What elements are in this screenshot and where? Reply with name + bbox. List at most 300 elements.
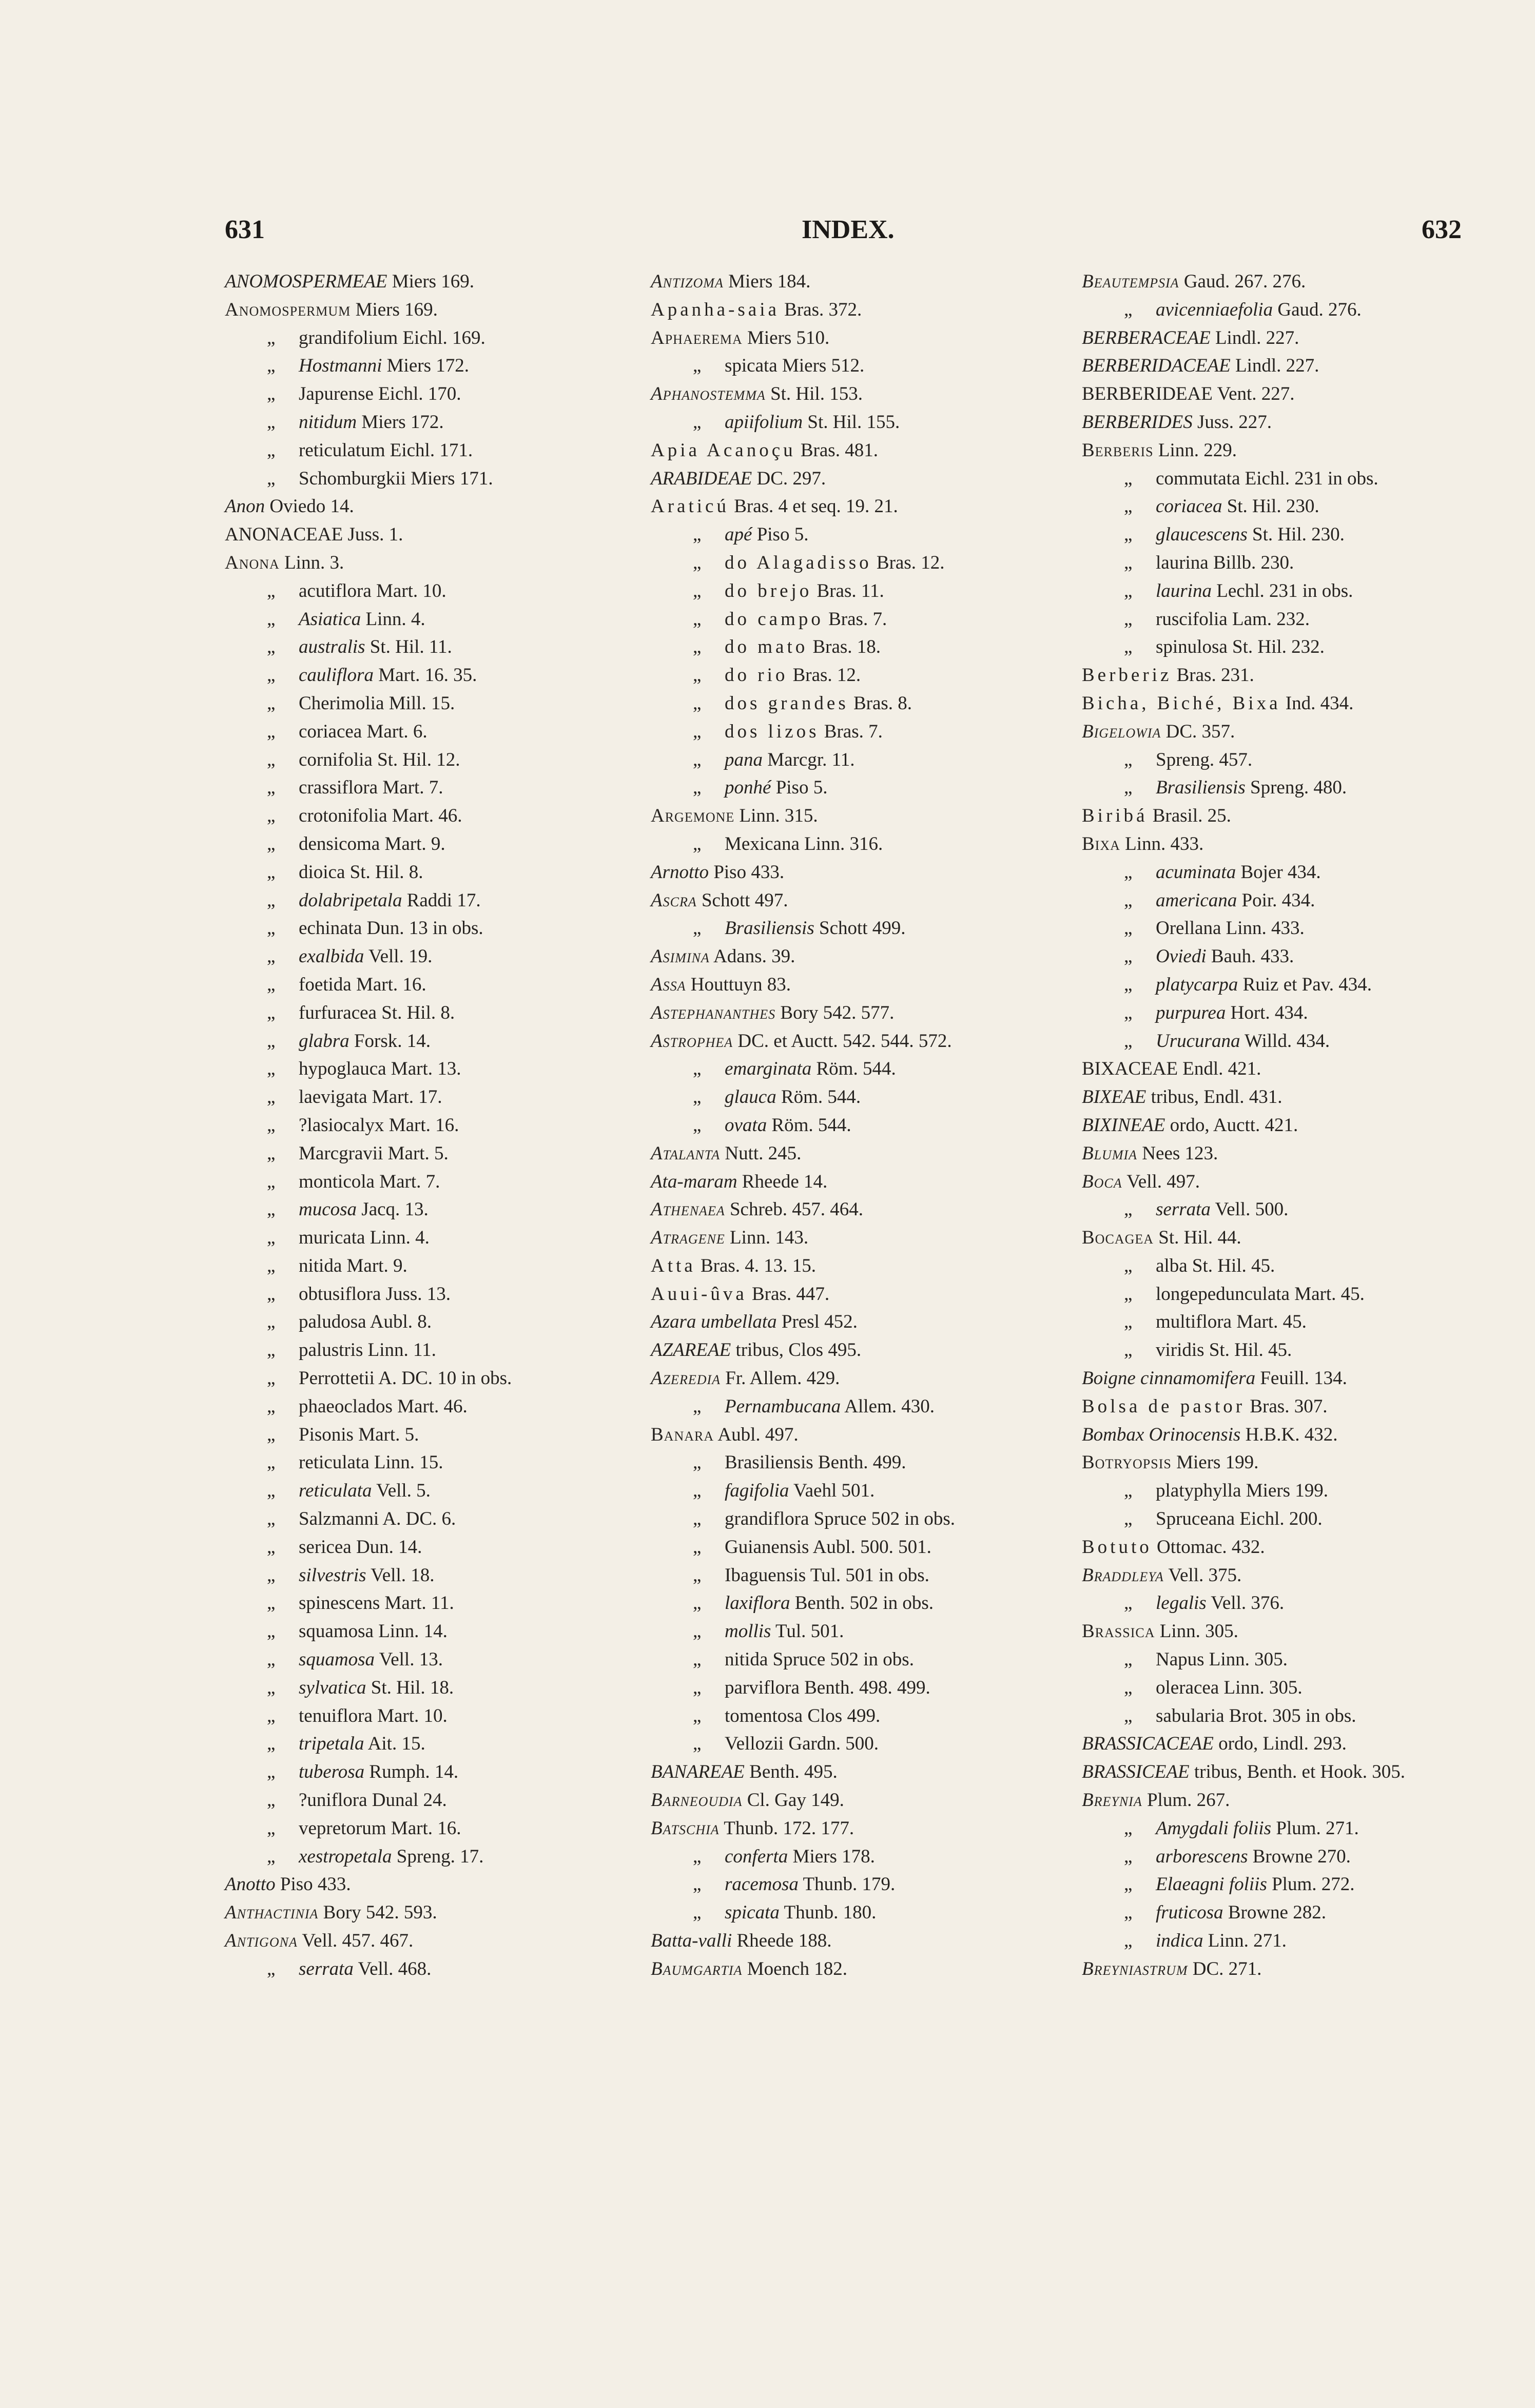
index-entry <box>1082 1589 1503 1618</box>
ditto-mark: „ <box>267 974 276 995</box>
index-entry <box>225 493 635 521</box>
ditto-mark: „ <box>1124 1283 1133 1305</box>
entry-name: Azeredia <box>651 1368 721 1389</box>
index-entry <box>651 493 1072 521</box>
index-entry <box>651 1224 1072 1252</box>
entry-name: Boca <box>1082 1171 1122 1192</box>
ditto-mark: „ <box>693 749 702 770</box>
ditto-mark: „ <box>1124 1255 1133 1276</box>
entry-name: ANONACEAE <box>225 524 343 546</box>
index-entry <box>225 830 635 859</box>
ditto-mark: „ <box>267 580 276 601</box>
entry-name: Boigne cinnamomifera <box>1082 1368 1256 1389</box>
ditto-mark: „ <box>267 1452 276 1473</box>
index-entry <box>651 690 1072 718</box>
entry-name: Antizoma <box>651 271 724 292</box>
entry-name: Vellozii <box>725 1733 784 1755</box>
entry-name: Argemone <box>651 805 735 827</box>
entry-name: densicoma <box>299 833 380 855</box>
index-entry <box>1082 1786 1503 1815</box>
index-column-3 <box>1082 268 1503 1984</box>
entry-name: acuminata <box>1156 861 1236 883</box>
entry-reference: Lechl. 231 in obs. <box>1211 580 1353 601</box>
index-entry <box>225 718 635 746</box>
ditto-mark: „ <box>1124 1930 1133 1952</box>
index-entry <box>225 1477 635 1505</box>
ditto-mark: „ <box>267 946 276 967</box>
index-entry <box>651 1196 1072 1224</box>
entry-reference: Vell. 13. <box>375 1649 443 1671</box>
entry-name: sylvatica <box>299 1677 366 1698</box>
index-entry <box>225 352 635 380</box>
index-entry <box>1082 662 1503 690</box>
entry-reference: Mart. 16. 35. <box>373 665 477 686</box>
index-entry <box>651 606 1072 634</box>
entry-reference: Röm. 544. <box>776 1086 861 1108</box>
entry-reference: A. DC. 10 in obs. <box>374 1368 512 1389</box>
ditto-mark: „ <box>267 1086 276 1108</box>
entry-name: squamosa <box>299 1649 375 1671</box>
ditto-mark: „ <box>267 1846 276 1867</box>
entry-reference: Mart. 46. <box>387 805 462 827</box>
ditto-mark: „ <box>1124 1339 1133 1361</box>
ditto-mark: „ <box>693 1677 702 1698</box>
entry-reference: H.B.K. 432. <box>1240 1424 1338 1445</box>
entry-reference: Bras. 231. <box>1172 665 1254 686</box>
entry-name: dolabripetala <box>299 889 402 911</box>
entry-reference: Mart. 13. <box>386 1058 461 1080</box>
ditto-mark: „ <box>693 1536 702 1558</box>
entry-reference: Gaud. 276. <box>1273 299 1362 320</box>
entry-reference: Lindl. 227. <box>1210 327 1299 348</box>
entry-name: Brasiliensis <box>1156 777 1246 799</box>
ditto-mark: „ <box>1124 1677 1133 1698</box>
index-entry <box>1082 1365 1503 1393</box>
entry-name: Atalanta <box>651 1142 721 1164</box>
ditto-mark: „ <box>267 1255 276 1276</box>
entry-name: Salzmanni <box>299 1508 379 1530</box>
ditto-mark: „ <box>693 552 702 573</box>
entry-name: reticulata <box>299 1452 370 1473</box>
entry-name: squamosa <box>299 1621 374 1642</box>
index-entry <box>225 1336 635 1365</box>
entry-name: laevigata <box>299 1086 367 1108</box>
entry-name: BERBERIDEAE <box>1082 383 1213 405</box>
index-entry <box>651 1702 1072 1731</box>
ditto-mark: „ <box>693 1480 702 1502</box>
entry-name: Spreng. <box>1156 749 1215 770</box>
entry-name: sericea <box>299 1536 352 1558</box>
entry-reference: Mart. 6. <box>362 721 428 742</box>
entry-reference: Miers 172. <box>382 355 469 377</box>
index-entry <box>1082 1843 1503 1871</box>
entry-reference: Mart. 7. <box>374 1171 440 1192</box>
entry-name: do brejo <box>725 580 812 601</box>
index-entry <box>651 943 1072 971</box>
entry-name: Japurense <box>299 383 374 405</box>
entry-name: palustris <box>299 1339 363 1361</box>
entry-name: coriacea <box>299 721 362 742</box>
index-entry <box>651 1027 1072 1056</box>
entry-name: Brassica <box>1082 1621 1155 1642</box>
ditto-mark: „ <box>1124 636 1133 658</box>
ditto-mark: „ <box>1124 974 1133 995</box>
entry-name: laxiflora <box>725 1593 790 1614</box>
ditto-mark: „ <box>267 1790 276 1811</box>
entry-name: Ascra <box>651 889 697 911</box>
index-entry <box>651 1927 1072 1955</box>
entry-name: foetida <box>299 974 352 995</box>
index-entry <box>651 718 1072 746</box>
index-entry <box>1082 690 1503 718</box>
index-entry <box>651 1168 1072 1196</box>
entry-reference: Vell. 457. 467. <box>297 1930 414 1952</box>
index-entry <box>651 999 1072 1027</box>
entry-reference: DC. 297. <box>752 468 826 489</box>
index-entry <box>225 577 635 606</box>
ditto-mark: „ <box>1124 749 1133 770</box>
index-entry <box>225 1393 635 1421</box>
entry-name: Asiatica <box>299 608 361 630</box>
index-entry <box>1082 943 1503 971</box>
entry-reference: Dun. 14. <box>351 1536 422 1558</box>
ditto-mark: „ <box>267 1733 276 1755</box>
entry-name: platyphylla <box>1156 1480 1241 1502</box>
entry-reference: Benth. 495. <box>744 1761 838 1783</box>
ditto-mark: „ <box>1124 1593 1133 1614</box>
entry-reference: Piso 5. <box>752 524 809 546</box>
entry-reference: Linn. 315. <box>734 805 818 827</box>
ditto-mark: „ <box>693 692 702 714</box>
entry-reference: ordo, Auctt. 421. <box>1165 1114 1298 1136</box>
index-entry <box>225 802 635 830</box>
entry-reference: Piso 5. <box>771 777 828 799</box>
entry-reference: Miers 169. <box>387 271 475 292</box>
index-entry <box>651 859 1072 887</box>
entry-reference: Rheede 14. <box>737 1171 828 1192</box>
entry-reference: St. Hil. 230. <box>1247 524 1345 546</box>
index-entry <box>651 465 1072 493</box>
entry-reference: Piso 433. <box>275 1874 351 1895</box>
entry-reference: Bras. 7. <box>819 721 883 742</box>
entry-reference: Vell. 19. <box>364 946 433 967</box>
entry-reference: Bras. 18. <box>808 636 881 658</box>
entry-reference: Bojer 434. <box>1236 861 1321 883</box>
ditto-mark: „ <box>267 861 276 883</box>
entry-reference: Benth. 499. <box>813 1452 906 1473</box>
entry-reference: Spruce 502 in obs. <box>768 1649 914 1671</box>
entry-name: ponhé <box>725 777 771 799</box>
entry-reference: Thunb. 180. <box>779 1902 877 1924</box>
entry-name: Anon <box>225 496 265 517</box>
index-entry <box>225 465 635 493</box>
entry-name: longepedunculata <box>1156 1283 1290 1305</box>
entry-reference: Bauh. 433. <box>1206 946 1294 967</box>
entry-reference: Mart. 9. <box>342 1255 407 1276</box>
entry-reference: Linn. 14. <box>373 1621 448 1642</box>
entry-name: paludosa <box>299 1311 366 1333</box>
index-entry <box>225 1140 635 1168</box>
entry-name: Pisonis <box>299 1424 354 1445</box>
index-entry <box>651 1505 1072 1533</box>
ditto-mark: „ <box>267 1480 276 1502</box>
entry-name: commutata <box>1156 468 1240 489</box>
entry-reference: St. Hil. 8. <box>345 861 423 883</box>
entry-name: reticulata <box>299 1480 372 1502</box>
index-entry <box>651 1871 1072 1899</box>
entry-reference: tribus, Clos 495. <box>731 1339 862 1361</box>
entry-name: Baumgartia <box>651 1958 743 1979</box>
entry-reference: Vell. 500. <box>1210 1199 1289 1220</box>
entry-reference: Ruiz et Pav. 434. <box>1238 974 1372 995</box>
entry-reference: Mart. 7. <box>378 777 443 799</box>
entry-name: laurina <box>1156 580 1212 601</box>
entry-reference: Miers 199. <box>1241 1480 1329 1502</box>
index-entry <box>225 1955 635 1984</box>
index-entry <box>651 887 1072 915</box>
entry-name: nitidum <box>299 411 357 433</box>
entry-reference: Thunb. 172. 177. <box>719 1817 854 1839</box>
ditto-mark: „ <box>693 1114 702 1136</box>
entry-reference: Mart. 10. <box>371 580 446 601</box>
entry-reference: Oviedo 14. <box>265 496 354 517</box>
entry-reference: Bras. 447. <box>747 1283 830 1305</box>
ditto-mark: „ <box>693 1508 702 1530</box>
entry-name: xestropetala <box>299 1846 392 1867</box>
index-entry <box>225 1168 635 1196</box>
entry-name: Bigelowia <box>1082 721 1161 742</box>
entry-name: obtusiflora <box>299 1283 381 1305</box>
entry-reference: Schreb. 457. 464. <box>725 1199 863 1220</box>
entry-reference: Miers 171. <box>406 468 493 489</box>
entry-reference: Piso 433. <box>709 861 785 883</box>
entry-reference: A. DC. 6. <box>379 1508 456 1530</box>
index-entry <box>225 1674 635 1702</box>
entry-reference: Mart. 16. <box>384 1114 459 1136</box>
index-entry <box>651 1618 1072 1646</box>
index-entry <box>1082 465 1503 493</box>
index-entry <box>1082 606 1503 634</box>
entry-name: Anotto <box>225 1874 276 1895</box>
entry-reference: 457. <box>1214 749 1253 770</box>
ditto-mark: „ <box>267 1171 276 1192</box>
index-entry <box>651 1786 1072 1815</box>
entry-name: Napus <box>1156 1649 1204 1671</box>
entry-reference: Miers 199. <box>1171 1452 1259 1473</box>
entry-name: avicenniaefolia <box>1156 299 1273 320</box>
index-entry <box>1082 1871 1503 1899</box>
entry-reference: Röm. 544. <box>811 1058 896 1080</box>
index-entry <box>1082 830 1503 859</box>
entry-reference: Mart. 17. <box>367 1086 442 1108</box>
entry-reference: St. Hil. 44. <box>1154 1227 1241 1249</box>
entry-reference: Plum. 271. <box>1271 1817 1359 1839</box>
entry-reference: Miers 184. <box>723 271 811 292</box>
index-entry <box>651 1055 1072 1083</box>
index-entry <box>1082 1168 1503 1196</box>
entry-name: spinulosa <box>1156 636 1228 658</box>
index-entry <box>651 1083 1072 1112</box>
index-entry <box>1082 521 1503 549</box>
index-entry <box>225 1196 635 1224</box>
entry-reference: Röm. 544. <box>767 1114 851 1136</box>
entry-name: serrata <box>299 1958 354 1979</box>
index-entry <box>651 1533 1072 1562</box>
index-entry <box>1082 1196 1503 1224</box>
index-entry <box>225 943 635 971</box>
index-entry <box>651 1365 1072 1393</box>
index-entry <box>651 437 1072 465</box>
entry-reference: Schott 499. <box>814 918 906 939</box>
entry-reference: Linn. 271. <box>1203 1930 1287 1952</box>
ditto-mark: „ <box>267 889 276 911</box>
entry-name: monticola <box>299 1171 375 1192</box>
entry-reference: Benth. 498. 499. <box>799 1677 930 1698</box>
index-entry <box>651 1899 1072 1927</box>
index-entry <box>1082 1562 1503 1590</box>
entry-name: oleracea <box>1156 1677 1219 1698</box>
index-entry <box>225 1618 635 1646</box>
entry-reference: Brasil. 25. <box>1148 805 1231 827</box>
ditto-mark: „ <box>267 1424 276 1445</box>
index-entry <box>225 1505 635 1533</box>
entry-reference: Jacq. 13. <box>357 1199 429 1220</box>
index-entry <box>1082 1955 1503 1984</box>
entry-name: ?uniflora <box>299 1790 367 1811</box>
entry-name: muricata <box>299 1227 365 1249</box>
entry-name: Orellana <box>1156 918 1221 939</box>
entry-name: Botryopsis <box>1082 1452 1172 1473</box>
index-entry <box>225 1055 635 1083</box>
index-entry <box>225 606 635 634</box>
ditto-mark: „ <box>693 524 702 546</box>
ditto-mark: „ <box>267 918 276 939</box>
entry-reference: Linn. 3. <box>279 552 344 573</box>
ditto-mark: „ <box>267 1339 276 1361</box>
entry-name: ruscifolia <box>1156 608 1228 630</box>
entry-name: coriacea <box>1156 496 1222 517</box>
entry-name: Spruceana <box>1156 1508 1235 1530</box>
entry-reference: Bras. 7. <box>823 608 887 630</box>
ditto-mark: „ <box>267 1705 276 1726</box>
entry-reference: Aubl. 500. 501. <box>809 1536 931 1558</box>
entry-reference: ordo, Lindl. 293. <box>1213 1733 1347 1755</box>
entry-reference: Rumph. 14. <box>364 1761 459 1783</box>
entry-name: do campo <box>725 608 824 630</box>
index-entry <box>651 1140 1072 1168</box>
page-title: INDEX. <box>802 215 895 244</box>
entry-name: laurina <box>1156 552 1209 573</box>
entry-reference: St. Hil. 11. <box>365 636 452 658</box>
entry-reference: Ait. 15. <box>364 1733 425 1755</box>
entry-reference: Poir. 434. <box>1237 889 1315 911</box>
index-entry <box>651 1393 1072 1421</box>
ditto-mark: „ <box>267 1142 276 1164</box>
ditto-mark: „ <box>267 1311 276 1333</box>
entry-reference: Linn. 316. <box>799 833 883 855</box>
entry-reference: Mart. 16. <box>351 974 426 995</box>
index-entry <box>1082 268 1503 296</box>
index-entry <box>1082 1140 1503 1168</box>
entry-name: platycarpa <box>1156 974 1238 995</box>
index-entry <box>225 324 635 353</box>
index-entry <box>225 915 635 943</box>
index-entry <box>1082 633 1503 662</box>
page-header <box>0 215 1535 256</box>
entry-name: multiflora <box>1156 1311 1232 1333</box>
ditto-mark: „ <box>1124 496 1133 517</box>
index-entry <box>651 296 1072 324</box>
entry-name: reticulatum <box>299 439 385 461</box>
index-entry <box>651 1562 1072 1590</box>
entry-reference: tribus, Endl. 431. <box>1146 1086 1283 1108</box>
ditto-mark: „ <box>1124 1705 1133 1726</box>
entry-name: mollis <box>725 1621 771 1642</box>
entry-reference: Spruce 502 in obs. <box>809 1508 956 1530</box>
entry-reference: Feuill. 134. <box>1255 1368 1347 1389</box>
index-entry <box>1082 1027 1503 1056</box>
entry-name: grandiflora <box>725 1508 809 1530</box>
entry-name: ANOMOSPERMEAE <box>225 271 387 292</box>
entry-name: spicata <box>725 1902 780 1924</box>
entry-reference: Clos 499. <box>803 1705 881 1726</box>
entry-name: Bolsa de pastor <box>1082 1395 1246 1417</box>
ditto-mark: „ <box>1124 608 1133 630</box>
ditto-mark: „ <box>267 1368 276 1389</box>
entry-reference: DC. 271. <box>1188 1958 1262 1979</box>
ditto-mark: „ <box>693 1452 702 1473</box>
ditto-mark: „ <box>267 1058 276 1080</box>
entry-name: sabularia <box>1156 1705 1225 1726</box>
ditto-mark: „ <box>1124 1649 1133 1671</box>
entry-reference: Mart. 45. <box>1231 1311 1307 1333</box>
entry-reference: Bras. 307. <box>1245 1395 1328 1417</box>
entry-name: spicata <box>725 355 778 377</box>
ditto-mark: „ <box>1124 580 1133 601</box>
entry-reference: Eichl. 231 in obs. <box>1240 468 1378 489</box>
entry-name: Pernambucana <box>725 1395 841 1417</box>
ditto-mark: „ <box>693 1705 702 1726</box>
index-entry <box>1082 1055 1503 1083</box>
ditto-mark: „ <box>267 805 276 827</box>
ditto-mark: „ <box>267 1564 276 1586</box>
index-entry <box>1082 1618 1503 1646</box>
index-entry <box>651 1589 1072 1618</box>
entry-name: racemosa <box>725 1874 799 1895</box>
entry-name: arborescens <box>1156 1846 1248 1867</box>
index-entry <box>225 268 635 296</box>
ditto-mark: „ <box>1124 1002 1133 1023</box>
index-entry <box>225 1308 635 1336</box>
index-entry <box>651 1843 1072 1871</box>
entry-name: Ibaguensis <box>725 1564 806 1586</box>
index-entry <box>225 633 635 662</box>
index-entry <box>651 549 1072 577</box>
ditto-mark: „ <box>1124 1311 1133 1333</box>
ditto-mark: „ <box>1124 524 1133 546</box>
entry-reference: Linn. 11. <box>363 1339 436 1361</box>
entry-name: Schomburgkii <box>299 468 406 489</box>
index-entry <box>225 1280 635 1309</box>
entry-name: Beautempsia <box>1082 271 1179 292</box>
ditto-mark: „ <box>267 665 276 686</box>
entry-name: Berberis <box>1082 439 1154 461</box>
entry-reference: Miers 512. <box>777 355 865 377</box>
ditto-mark: „ <box>267 1508 276 1530</box>
index-column-2 <box>651 268 1072 1984</box>
entry-name: mucosa <box>299 1199 357 1220</box>
entry-reference: Ind. 434. <box>1280 692 1354 714</box>
